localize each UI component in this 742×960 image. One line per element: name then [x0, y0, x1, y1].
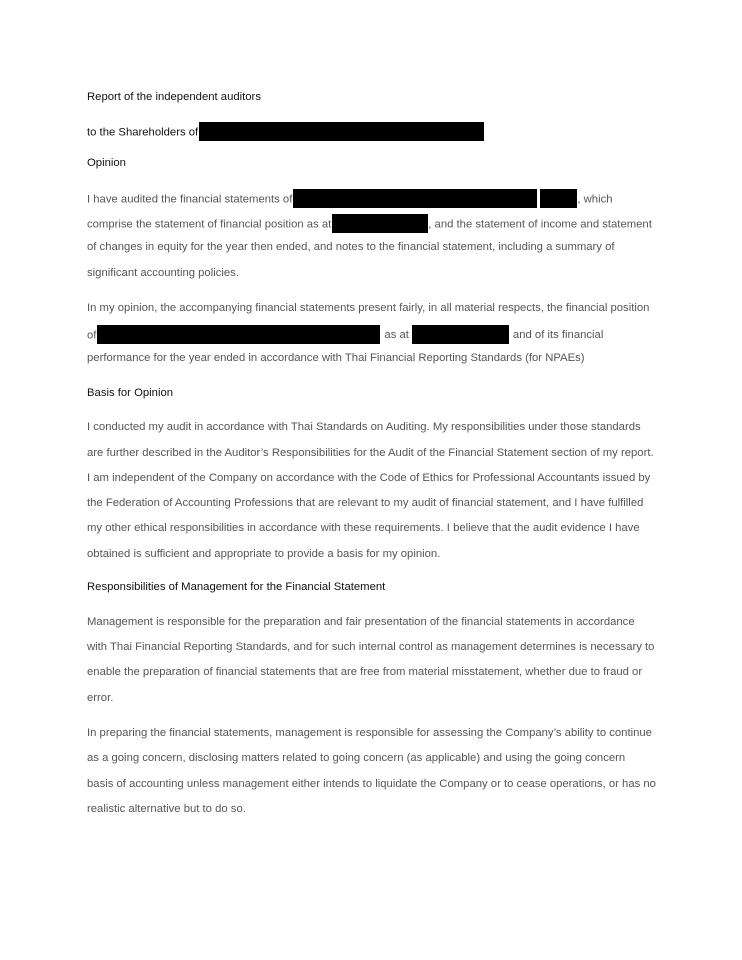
- basis-line: [87, 471, 650, 485]
- opinion-p1-line2: [87, 215, 652, 234]
- basis-line-text: are further described in the Auditor’s Responsibilities for the Audit of the Financial Statement section of my report.: [87, 447, 654, 459]
- opinion-p2-line3-text: performance for the year ended in accordance with Thai Financial Reporting Standards (for NPAEs): [87, 352, 585, 364]
- basis-line: [87, 496, 643, 510]
- redacted-entity-suffix: [540, 189, 577, 208]
- management-p2-line: [87, 751, 625, 765]
- basis-line: [87, 420, 641, 434]
- basis-line-text: I conducted my audit in accordance with Thai Standards on Auditing. My responsibilities under those standards: [87, 421, 641, 433]
- opinion-p1-line2-start: comprise the statement of financial position as at: [87, 218, 332, 231]
- management-p1-line-text: error.: [87, 692, 114, 704]
- report-title-text: Report of the independent auditors: [87, 91, 261, 103]
- opinion-p2-line2-mid: as at: [384, 329, 409, 342]
- management-p1-line: [87, 665, 642, 679]
- management-p2-line: [87, 802, 246, 816]
- addressee-line: [87, 123, 484, 142]
- opinion-heading: [87, 156, 126, 170]
- management-p1-line: [87, 691, 113, 705]
- opinion-p2-line1-text: In my opinion, the accompanying financial statements present fairly, in all material respects, the financial position: [87, 302, 650, 314]
- management-p1-line: [87, 640, 654, 654]
- management-p2-line: [87, 777, 656, 791]
- opinion-p1-line4: [87, 266, 239, 280]
- opinion-p1-line2-end: , and the statement of income and statement: [428, 218, 652, 231]
- redacted-company-name: [199, 122, 484, 141]
- basis-heading-text: Basis for Opinion: [87, 387, 174, 399]
- management-p1-line-text: Management is responsible for the preparation and fair presentation of the financial statements in accordance: [87, 616, 635, 628]
- management-p2-line-text: In preparing the financial statements, management is responsible for assessing the Company’s ability to continue: [87, 727, 652, 739]
- redacted-entity-name: [293, 189, 537, 208]
- management-heading-text: Responsibilities of Management for the Financial Statement: [87, 581, 386, 593]
- redacted-date-2: [412, 325, 509, 344]
- management-heading: [87, 580, 385, 594]
- redacted-entity-name-2: [97, 325, 380, 344]
- opinion-p2-line2: [87, 326, 603, 345]
- management-p2-line-text: basis of accounting unless management either intends to liquidate the Company or to cease operations, or has no: [87, 778, 656, 790]
- opinion-p2-line1: [87, 301, 649, 315]
- basis-line-text: my other ethical responsibilities in accordance with these requirements. I believe that the audit evidence I have: [87, 522, 640, 534]
- opinion-p2-line3: [87, 351, 585, 365]
- opinion-p1-line1-start: I have audited the financial statements of: [87, 193, 293, 206]
- opinion-heading-text: Opinion: [87, 157, 126, 169]
- opinion-p1-line1-end: , which: [577, 193, 613, 206]
- basis-line: [87, 521, 640, 535]
- basis-line: [87, 547, 440, 561]
- report-title: [87, 90, 261, 104]
- management-p1-line: [87, 615, 635, 629]
- opinion-p1-line3-text: of changes in equity for the year then ended, and notes to the financial statement, including a summary of: [87, 241, 615, 253]
- basis-line-text: the Federation of Accounting Professions that are relevant to my audit of financial statement, and I have fulfilled: [87, 497, 644, 509]
- addressee-text: to the Shareholders of: [87, 126, 199, 139]
- opinion-p2-line2-end: and of its financial: [512, 329, 604, 342]
- management-p1-line-text: enable the preparation of financial statements that are free from material misstatement, whether due to fraud or: [87, 666, 643, 678]
- management-p2-line: [87, 726, 652, 740]
- basis-line-text: obtained is sufficient and appropriate to provide a basis for my opinion.: [87, 548, 441, 560]
- basis-line: [87, 446, 654, 460]
- opinion-p1-line1: [87, 190, 613, 209]
- basis-line-text: I am independent of the Company on accordance with the Code of Ethics for Professional Accountants issued by: [87, 472, 651, 484]
- management-p2-line-text: as a going concern, disclosing matters related to going concern (as applicable) and using the going concern: [87, 752, 626, 764]
- management-p1-line-text: with Thai Financial Reporting Standards, and for such internal control as management determines is necessary to: [87, 641, 655, 653]
- opinion-p2-line2-start: of: [87, 329, 97, 342]
- redacted-date: [332, 214, 428, 233]
- management-p2-line-text: realistic alternative but to do so.: [87, 803, 246, 815]
- opinion-p1-line4-text: significant accounting policies.: [87, 267, 239, 279]
- basis-heading: [87, 386, 173, 400]
- opinion-p1-line3: [87, 240, 615, 254]
